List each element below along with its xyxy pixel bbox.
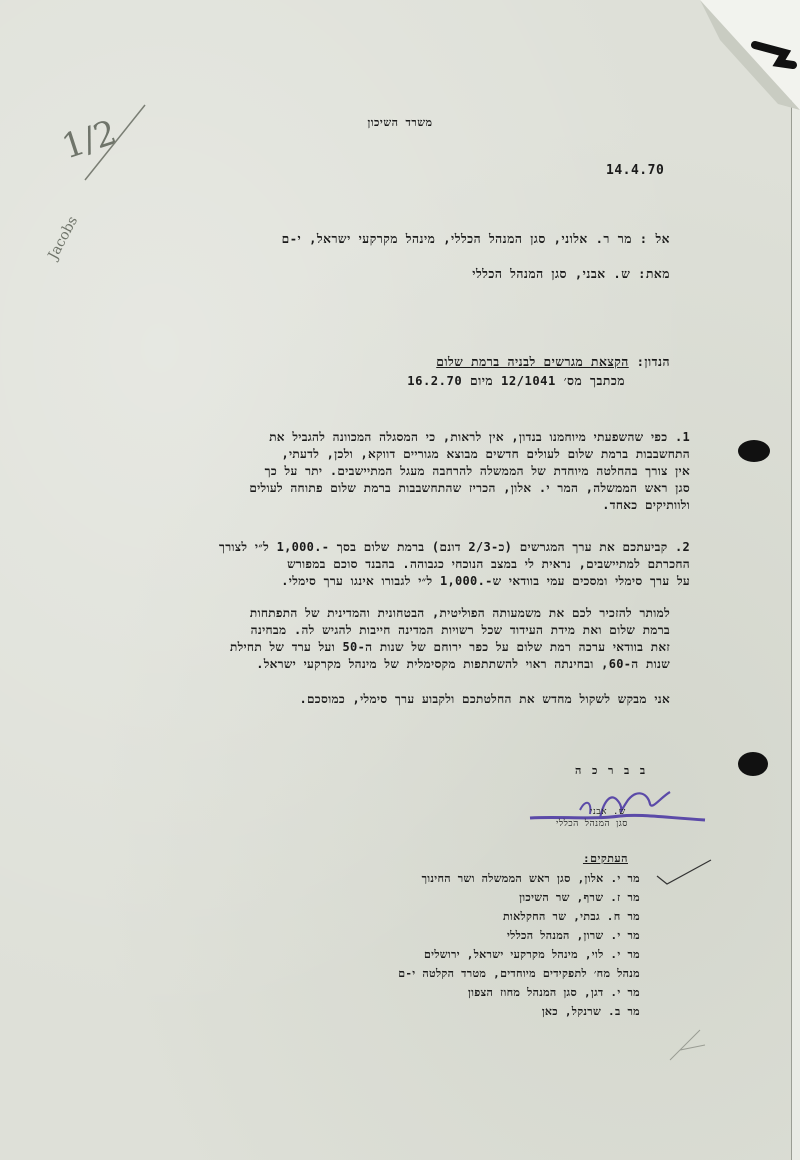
paragraph-3-line: ברמת שלום ואת מידת העידוד שכל רשויות המדינה חייבות להגיש לה. מבחינה	[250, 623, 670, 637]
paragraph-2-line: על ערך סימלי ומסכים עמי בוודאי ש-.1,000 ל״י לגבורו אינגו ערך סימלי.	[281, 574, 690, 588]
to-line: אל : מר ר. אלוני, סגן המנהל הכללי, מינהל מקרקעי ישראל, י-ם	[281, 232, 670, 246]
copy-recipient: מר ב. שרנקל, כאן	[541, 1005, 640, 1018]
folded-corner	[660, 0, 800, 110]
punch-hole-top	[738, 440, 770, 462]
punch-hole-bottom	[738, 752, 768, 776]
paragraph-3-line: זאת בוודאי ערכה רמת שלום על כפר ירוחם של שנות ה-50 ועל ערד של תחילת	[229, 640, 670, 654]
margin-handwriting-2: Jacobs	[45, 213, 82, 263]
copies-label: העתקים:	[582, 852, 628, 865]
copies-check-mark	[655, 858, 715, 888]
pencil-doodle	[660, 1010, 720, 1070]
paragraph-2-line: החכרתם למתיישבים, נראית לי במצב הנוכחי כגבוהה. בהבנד סוכם במפורש	[287, 557, 690, 571]
copy-recipient: מר י. דגן, סגן המנהל מחוז הצפון	[467, 986, 640, 999]
subject-line	[50, 355, 670, 370]
closing-request: אני מבקש לשקול מחדש את החלטתכם ולקבוע ערך סימלי, כמוסכם.	[299, 692, 670, 706]
signature-caption-title: סגן המנהל הכללי	[556, 819, 628, 829]
copy-recipient: מר י. שרון, המנהל הכללי	[506, 929, 640, 942]
copy-recipient: מנהל מח׳ לתפקידים מיוחדים, מטרד הקלטה י-ם	[398, 967, 640, 980]
copy-recipient: מר י. לוי, מינהל מקרקעי ישראל, ירושלים	[424, 948, 640, 961]
paragraph-1-line: סגן ראש הממשלה, המר י. אלון, הכריז שהתחשבבות ברמת שלום פתוחה לעולים	[249, 481, 690, 495]
paragraph-2-line: 2. קביעתכם את ערך המגרשים (כ-2/3 דונם) ברמת שלום בסך -.1,000 ל״י לצורך	[219, 540, 690, 554]
signature-caption-name: ש. אבני	[590, 807, 626, 817]
reference-line: מכתבך מס׳ 12/1041 מיום 16.2.70	[407, 374, 625, 388]
from-line: מאת: ש. אבני, סגן המנהל הכללי	[472, 267, 670, 281]
page-edge	[791, 0, 800, 1160]
paragraph-1-line: ולוותיקים כאחד.	[602, 498, 690, 512]
subject-text: הקצאת מגרשים לבניה ברמת שלום	[436, 355, 629, 369]
paragraph-1-line: התחשבבות ברמת שלום לעולים חדשים מבוצא מגוריים דווקא, ולכן, לדעתי,	[281, 447, 690, 461]
paragraph-1-line: 1. כפי שהשפעתי מיוחמנו בנדון, אין לראות, כי המסגלה המכוונה להגביל את	[269, 430, 690, 444]
copy-recipient: מר י. אלון, סגן ראש הממשלה ושר החינוך	[421, 872, 640, 885]
office-header: משרד השיכון	[367, 116, 433, 129]
paragraph-1-line: אין צורך בהחלטה מיוחדת של הממשלה להרחבה מעגל המתיישבים. יתר על כך	[264, 464, 690, 478]
copy-recipient: מר ח. גבתי, שר החקלאות	[503, 910, 640, 923]
subject-label: הנדון:	[636, 355, 670, 369]
paragraph-3-line: למותר להזכיר לכם את משמעותה הפוליטית, הבטחונית והמדינית של התפתחות	[249, 606, 670, 620]
blessing: ב ב ר כ ה	[575, 764, 648, 777]
copy-recipient: מר ז. שרף, שר השיכון	[519, 891, 640, 904]
paragraph-3-line: שנות ה-60, ובחינתה ראוי להשתתפות מקסימלית של מינהל מקרקעי ישראל.	[256, 657, 670, 671]
letter-date: 14.4.70	[606, 163, 665, 178]
margin-handwriting-1: 1/2	[57, 112, 122, 168]
margin-pencil-stroke	[80, 100, 150, 190]
